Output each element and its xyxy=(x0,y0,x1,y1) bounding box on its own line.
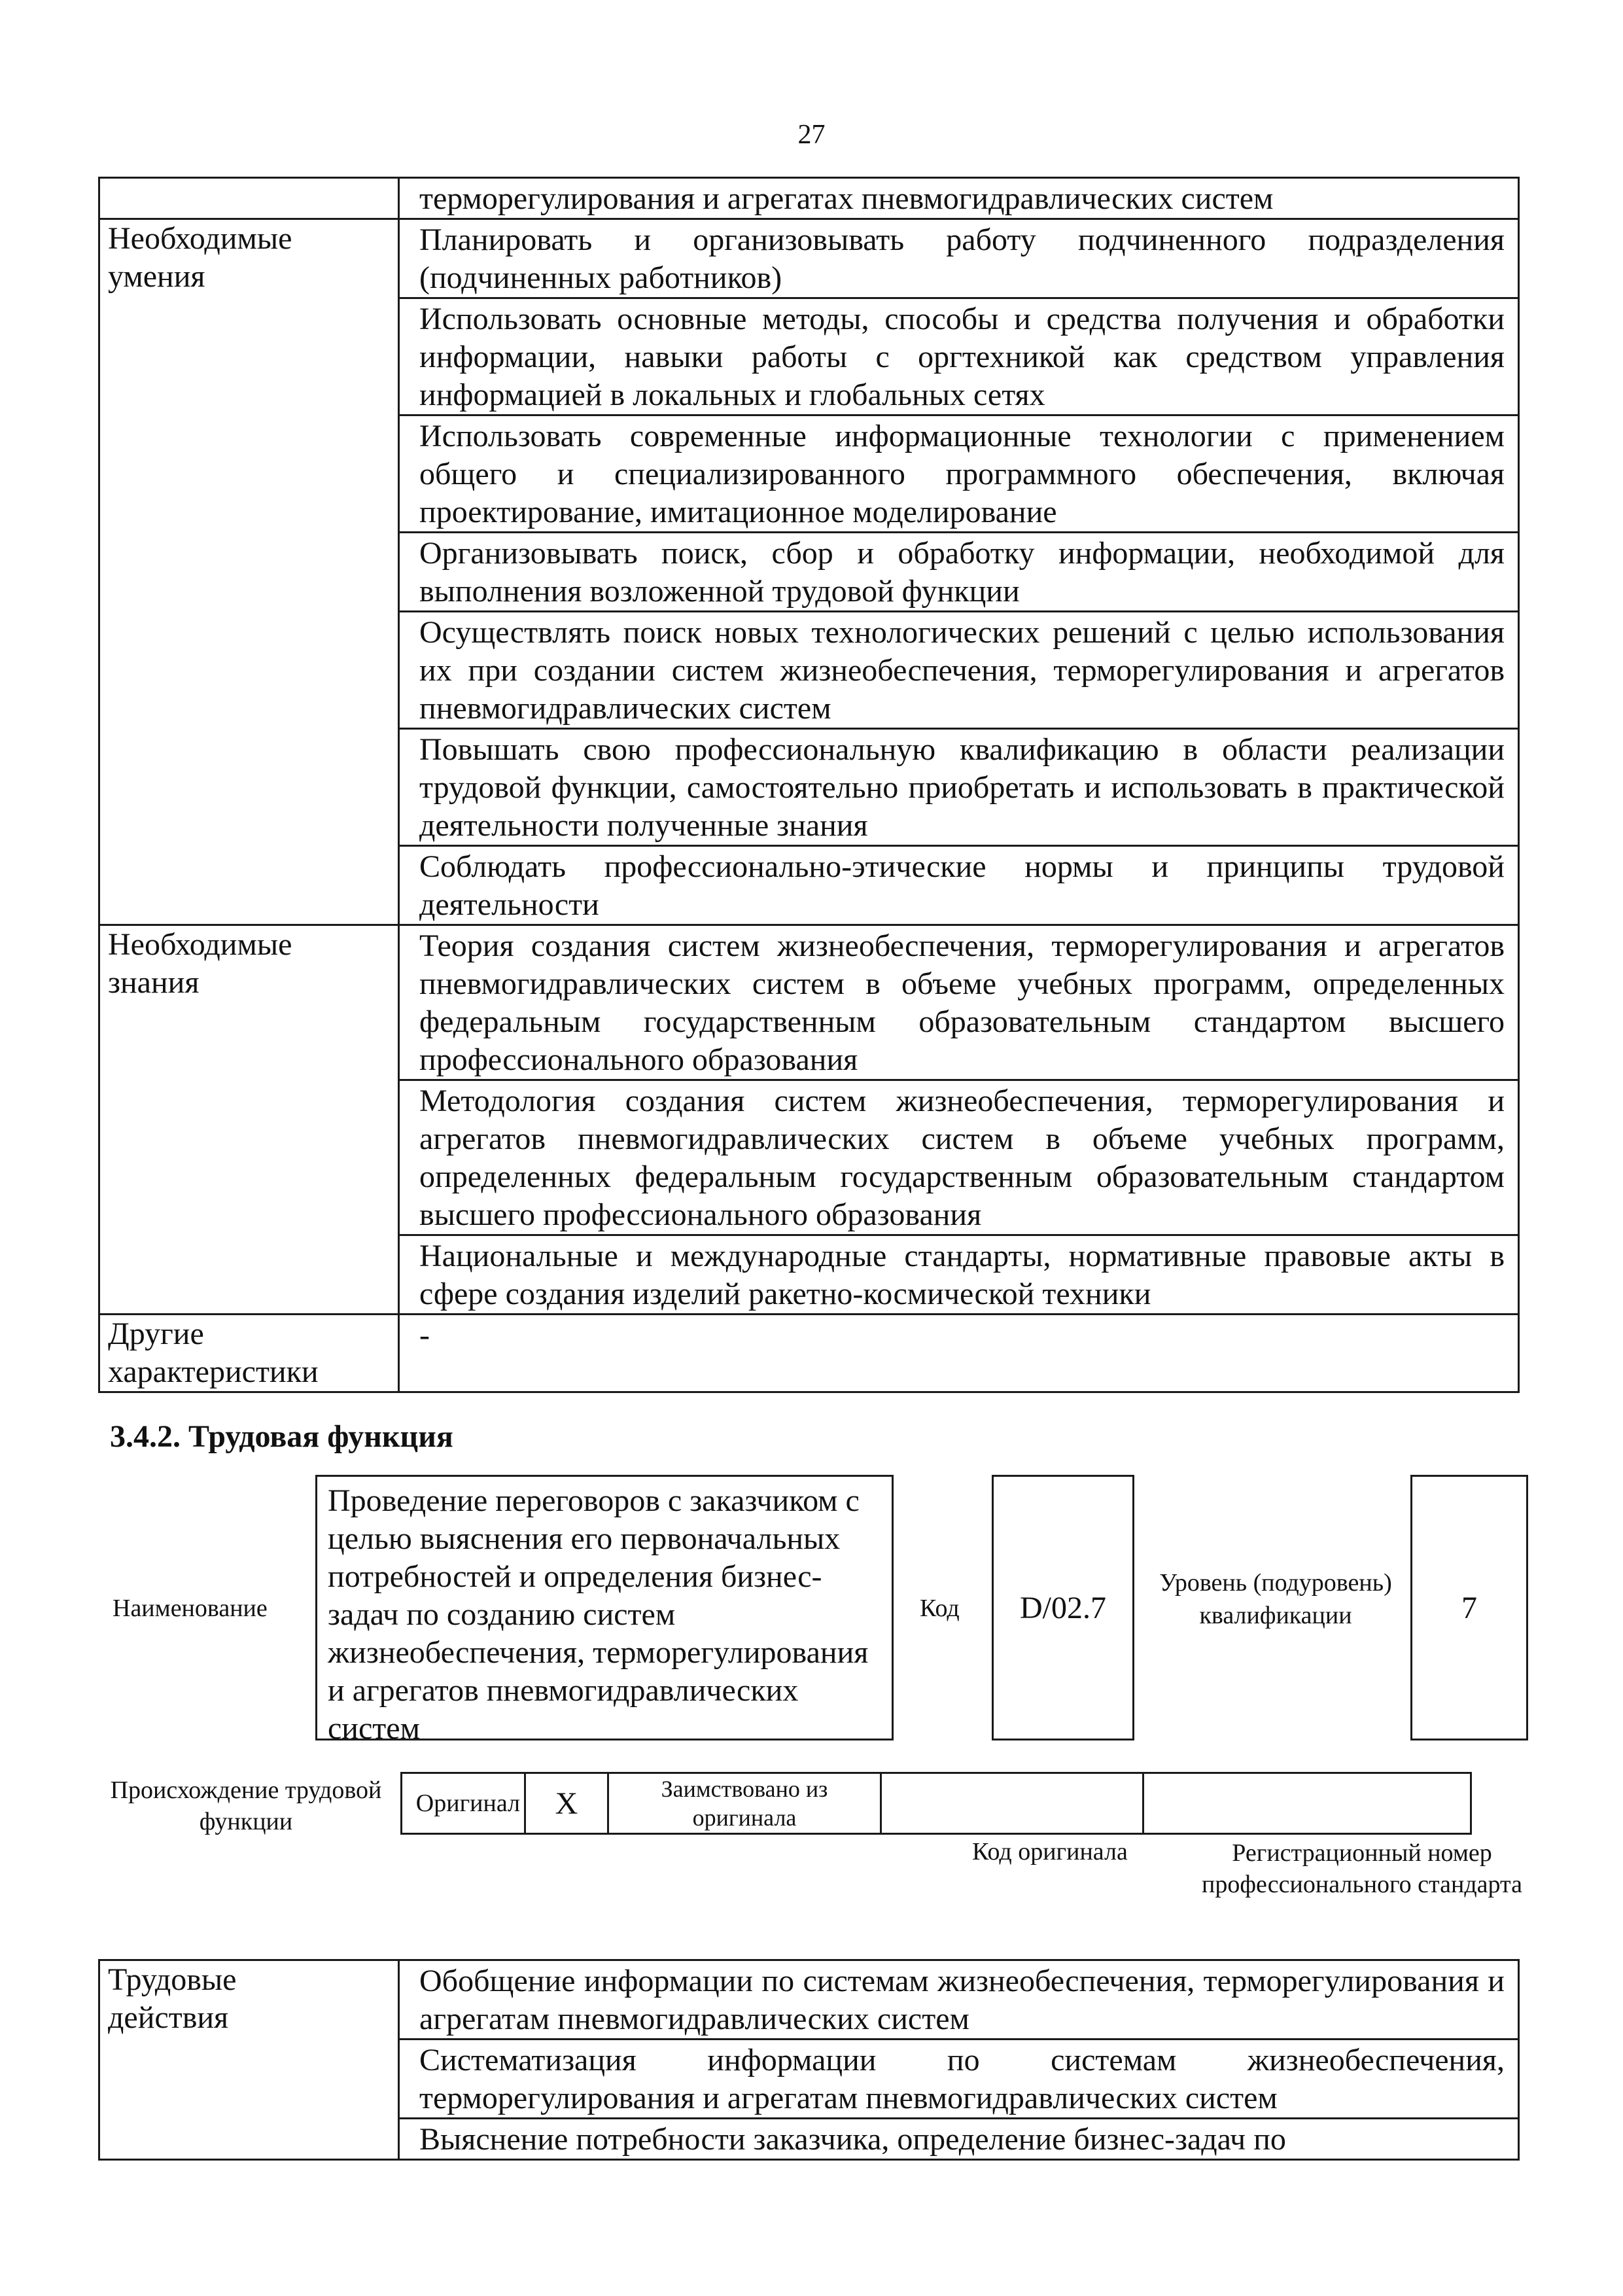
competencies-table-body xyxy=(99,178,1519,1392)
row-label xyxy=(99,1960,399,2160)
reg-number-caption: Регистрационный номер профессионального стандарта xyxy=(1202,1839,1522,1898)
origin-row xyxy=(402,1773,1471,1834)
function-name-box: Проведение переговоров с заказчиком с целью выяснения его первоначальных потребностей и определения бизнес-задач по созданию систем жизнеобеспечения, терморегулирования и агрегатов пневмогидравлических систем xyxy=(315,1475,894,1740)
original-mark-cell: X xyxy=(525,1773,608,1834)
row-description: Выяснение потребности заказчика, определение бизнес-задач по xyxy=(399,2119,1519,2160)
qualification-level-box: 7 xyxy=(1410,1475,1528,1740)
table-row xyxy=(99,925,1519,1080)
table-row xyxy=(99,1960,1519,2040)
borrowed-cell: Заимствовано из оригинала xyxy=(608,1773,881,1834)
code-label: Код xyxy=(920,1595,960,1622)
table-row xyxy=(99,178,1519,219)
row-description: Теория создания систем жизнеобеспечения, терморегулирования и агрегатов пневмогидравлических систем в объеме учебных программ, определенных федеральным государственным образовательным стандартом высшего профессионального образования xyxy=(399,925,1519,1080)
row-description: Использовать основные методы, способы и средства получения и обработки информации, навыки работы с оргтехникой как средством управления информацией в локальных и глобальных сетях xyxy=(399,298,1519,415)
row-label-line: Необходимые xyxy=(108,221,292,256)
name-label: Наименование xyxy=(113,1595,268,1622)
origin-table xyxy=(400,1772,1472,1835)
row-label-line: действия xyxy=(108,2000,229,2035)
row-description: Методология создания систем жизнеобеспечения, терморегулирования и агрегатов пневмогидравлических систем в объеме учебных программ, определенных федеральным государственным образовательным стандартом высшего профессионального образования xyxy=(399,1080,1519,1235)
original-cell: Оригинал xyxy=(402,1773,525,1834)
table-row xyxy=(99,1315,1519,1392)
actions-table xyxy=(98,1959,1520,2161)
row-label-line: знания xyxy=(108,965,200,1000)
row-description: Осуществлять поиск новых технологических решений с целью использования их при создании систем жизнеобеспечения, терморегулирования и агрегатов пневмогидравлических систем xyxy=(399,612,1519,729)
row-description: Обобщение информации по системам жизнеобеспечения, терморегулирования и агрегатам пневмогидравлических систем xyxy=(399,1960,1519,2040)
function-code-box: D/02.7 xyxy=(992,1475,1134,1740)
row-label xyxy=(99,925,399,1315)
row-label-line: характеристики xyxy=(108,1354,319,1389)
qualification-level-label: Уровень (подуровень) квалификации xyxy=(1159,1569,1392,1629)
row-description: Национальные и международные стандарты, нормативные правовые акты в сфере создания изделий ракетно-космической техники xyxy=(399,1235,1519,1315)
original-code-cell xyxy=(881,1773,1143,1834)
row-label-line: Трудовые xyxy=(108,1962,237,1997)
actions-table-body xyxy=(99,1960,1519,2160)
row-description: Использовать современные информационные технологии с применением общего и специализированного программного обеспечения, включая проектирование, имитационное моделирование xyxy=(399,415,1519,533)
competencies-table xyxy=(98,177,1520,1393)
page-number: 27 xyxy=(797,120,826,150)
reg-number-cell xyxy=(1143,1773,1471,1834)
section-heading: 3.4.2. Трудовая функция xyxy=(110,1419,453,1454)
row-label-line: Другие xyxy=(108,1316,204,1351)
original-code-caption: Код оригинала xyxy=(972,1838,1128,1865)
row-description: терморегулирования и агрегатах пневмогидравлических систем xyxy=(399,178,1519,219)
row-description: - xyxy=(399,1315,1519,1392)
row-description: Повышать свою профессиональную квалификацию в области реализации трудовой функции, самостоятельно приобретать и использовать в практической деятельности полученные знания xyxy=(399,729,1519,846)
row-label-line: Необходимые xyxy=(108,927,292,962)
row-description: Систематизация информации по системам жизнеобеспечения, терморегулирования и агрегатам пневмогидравлических систем xyxy=(399,2040,1519,2119)
table-row xyxy=(99,219,1519,298)
origin-label: Происхождение трудовой функции xyxy=(110,1776,382,1835)
row-description: Соблюдать профессионально-этические нормы и принципы трудовой деятельности xyxy=(399,846,1519,925)
row-label xyxy=(99,178,399,219)
row-description: Планировать и организовывать работу подчиненного подразделения (подчиненных работников) xyxy=(399,219,1519,298)
row-label xyxy=(99,1315,399,1392)
row-label-line: умения xyxy=(108,259,205,294)
row-label xyxy=(99,219,399,925)
row-description: Организовывать поиск, сбор и обработку информации, необходимой для выполнения возложенной трудовой функции xyxy=(399,533,1519,612)
